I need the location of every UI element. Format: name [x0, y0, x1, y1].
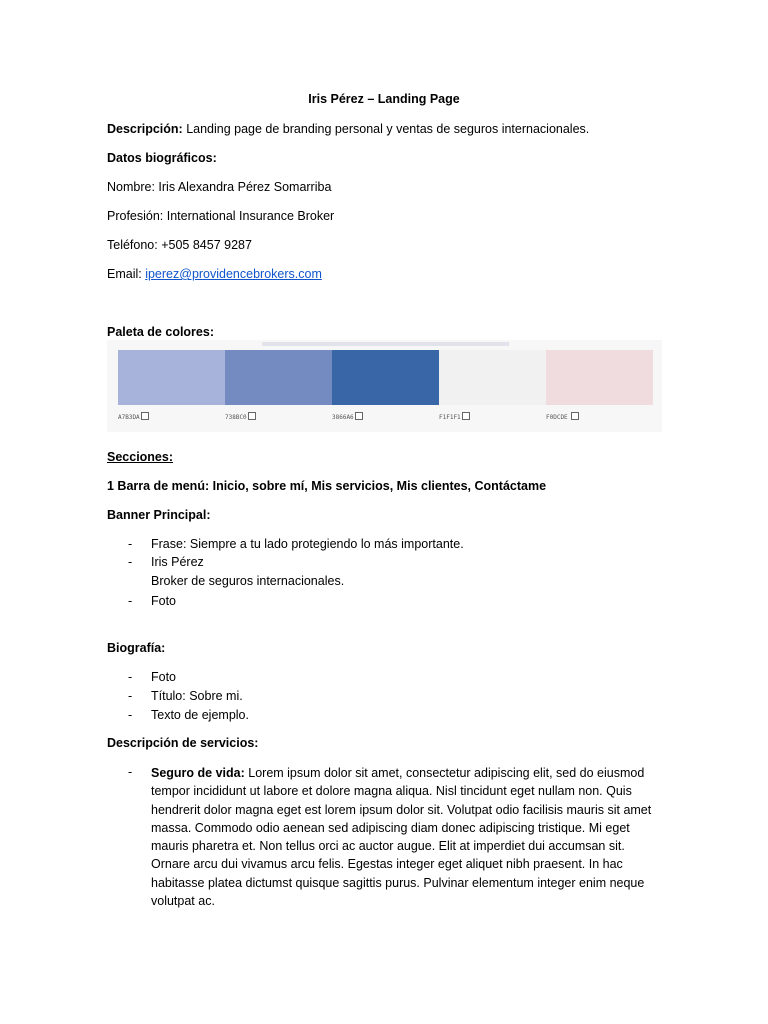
swatch-code-2: 738BC0 — [225, 414, 247, 421]
swatch-4 — [439, 350, 546, 405]
email-link[interactable]: iperez@providencebrokers.com — [145, 267, 322, 281]
copy-icon[interactable] — [462, 412, 470, 420]
swatch-1 — [118, 350, 225, 405]
bio-item-texto: Texto de ejemplo. — [151, 708, 249, 722]
descripcion-text: Landing page de branding personal y ventas de seguros internacionales. — [182, 122, 590, 136]
document-page: Iris Pérez – Landing Page Descripción: Landing page de branding personal y ventas de seguros internacionales. Datos biográficos: Nombre: Iris Alexandra Pérez Somarriba Profesión: International Insurance Broker Teléfono: +505 8457 9287 Email: iperez@providencebrokers.com Paleta de colores: A7B3DA 738BC0 3866A6 F1F1F1 F0DCDE Secciones: 1 Barra de menú: Inicio, sobre mí, Mis servicios, Mis clientes, Contáctame Banner Principal: - Frase: Siempre a tu lado protegiendo lo más importante. - Iris Pérez Broker de seguros internacionales. - Foto Biografía: - Foto - Título: Sobre mi. - Texto de ejemplo. Descripción de servicios: - Seguro de vida: Lorem ipsum dolor sit amet, consectetur adipiscing elit, sed do eiusmod tempor incididunt ut labore et dolore magna aliqua. Nisl tincidunt eget nullam non. Quis hendrerit dolor magna eget est lorem ipsum dolor sit. Volutpat odio facilisis mauris sit amet massa. Commodo odio aenean sed adipiscing diam donec adipiscing tristique. Mi eget mauris pharetra et. Non tellus orci ac auctor augue. Elit at imperdiet dui accumsan sit. Ornare arcu dui vivamus arcu felis. Egestas integer eget aliquet nibh praesent. In hac habitasse platea dictumst quisque sagittis purus. Pulvinar elementum integer enim neque volutpat ac. — [0, 0, 768, 1024]
telefono-line: Teléfono: +505 8457 9287 — [107, 238, 252, 252]
banner-item-foto: Foto — [151, 594, 177, 608]
secciones-heading: Secciones: — [107, 450, 174, 464]
copy-icon[interactable] — [355, 412, 363, 420]
bio-item-foto: Foto — [151, 670, 177, 684]
seguro-vida-label: Seguro de vida: — [151, 766, 245, 780]
copy-icon[interactable] — [141, 412, 149, 420]
swatch-code-5: F0DCDE — [546, 414, 568, 421]
servicios-heading: Descripción de servicios: — [107, 736, 259, 750]
swatch-2 — [225, 350, 332, 405]
datos-heading: Datos biográficos: — [107, 151, 217, 165]
swatch-code-3: 3866A6 — [332, 414, 354, 421]
paleta-heading: Paleta de colores: — [107, 325, 214, 339]
banner-item-role: Broker de seguros internacionales. — [151, 574, 345, 588]
copy-icon[interactable] — [248, 412, 256, 420]
descripcion-label: Descripción: — [107, 122, 183, 136]
email-label: Email: — [107, 267, 146, 281]
email-line — [107, 267, 322, 281]
swatch-3 — [332, 350, 439, 405]
banner-heading: Banner Principal: — [107, 508, 211, 522]
biografia-heading: Biografía: — [107, 641, 166, 655]
swatch-code-4: F1F1F1 — [439, 414, 461, 421]
copy-icon[interactable] — [571, 412, 579, 420]
barra-menu-line: 1 Barra de menú: Inicio, sobre mí, Mis servicios, Mis clientes, Contáctame — [107, 479, 547, 493]
seguro-vida-paragraph — [151, 764, 661, 910]
seguro-vida-text: Lorem ipsum dolor sit amet, consectetur adipiscing elit, sed do eiusmod tempor incididunt ut labore et dolore magna aliqua. Nisl tincidunt eget nullam non. Quis hendrerit dolor magna eget est lorem ipsum dolor sit. Volutpat odio facilisis mauris sit amet massa. Commodo odio aenean sed adipiscing diam donec adipiscing tristique. Mi eget mauris pharetra et. Non tellus orci ac auctor augue. Elit at imperdiet dui accumsan sit. Ornare arcu dui vivamus arcu felis. Egestas integer eget aliquet nibh praesent. In hac habitasse platea dictumst quisque sagittis purus. Pulvinar elementum integer enim neque volutpat ac. — [151, 766, 652, 909]
swatch-5 — [546, 350, 653, 405]
page-title: Iris Pérez – Landing Page — [308, 92, 460, 106]
nombre-line: Nombre: Iris Alexandra Pérez Somarriba — [107, 180, 332, 194]
bio-item-titulo: Título: Sobre mi. — [151, 689, 243, 703]
descripcion-line — [107, 122, 589, 136]
banner-item-name: Iris Pérez — [151, 555, 204, 569]
color-palette — [107, 340, 662, 432]
banner-item-frase: Frase: Siempre a tu lado protegiendo lo más importante. — [151, 537, 464, 551]
swatch-code-1: A7B3DA — [118, 414, 140, 421]
palette-top-bar — [262, 342, 509, 346]
profesion-line: Profesión: International Insurance Broker — [107, 209, 335, 223]
